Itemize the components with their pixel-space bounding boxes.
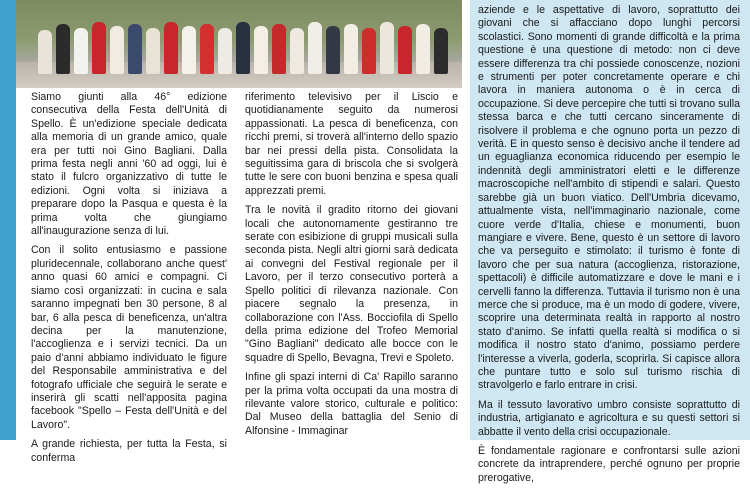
photo-person: [290, 28, 304, 74]
photo-person: [236, 22, 250, 74]
paragraph: Ma il tessuto lavorativo umbro consiste soprattutto di industria, artigianato e agricoltura e su questi settori si abbatte il vento della crisi occupazionale.: [478, 398, 740, 438]
photo-person: [218, 28, 232, 74]
photo-person: [128, 24, 142, 74]
sidebar-color-strip: [0, 0, 16, 440]
photo-person: [326, 26, 340, 74]
photo-person: [380, 22, 394, 74]
article-column-2: [245, 91, 458, 444]
article-column-1: [31, 91, 227, 471]
paragraph: aziende e le aspettative di lavoro, soprattutto dei giovani che si affacciano dopo lunghi percorsi scolastici. Sono momenti di grande difficoltà e la prima questione è una questione di metodo: non ci deve essere differenza tra chi possiede conoscenze, nozioni e strumenti per poter concretamente operare e chi lavora in maniera autonoma o è in cerca di occupazione. Si deve percepire che tutti si trovano sulla stessa barca e che tutti cercano sinceramente di risolvere il problema e che ognuno porta un pezzo di verità. E in questo senso è decisivo anche il tendere ad un eguaglianza economica riducendo per esempio le indennità degli amministratori eletti e le differenze macroscopiche nell'ambito di stipendi e salari. Questo sarebbe già un buon viatico. Dell'Umbria dicevamo, attualmente vista, nell'immaginario nazionale, come cuore verde d'Italia, chiese e monumenti, buon mangiare e vivere. Bene, questo è un settore di lavoro che va perseguito e stimolato: il turismo è fonte di lavoro che per sua natura (accoglienza, ristorazione, spettacoli) è difficile automatizzare e dove le mani e i cervelli fanno la differenza. Tuttavia il turismo non è una merce che si produce, ma è un modo di godere, vivere, scoprire una determinata realtà in rapporto al nostro stato d'animo. Se infatti quella realtà si modifica o si modifica il nostro stato d'animo, possiamo perdere l'interesse a viverla, goderla, scoprirla. Si capisce allora che puntare tutto e solo sul turismo rischia di stravolgerlo e farlo entrare in crisi.: [478, 4, 740, 392]
photo-person: [362, 28, 376, 74]
group-photo: [16, 0, 462, 88]
paragraph: A grande richiesta, per tutta la Festa, si conferma: [31, 438, 227, 464]
paragraph: riferimento televisivo per il Liscio e quotidianamente seguito da numerosi appassionati. La pesca di beneficenza, con ricchi premi, si troverà all'interno dello spazio bar nei pressi della pista. Consolidata la seguitissima gara di briscola che si svolgerà tutte le sere con buoni benzina e spesa quali apprezzati premi.: [245, 91, 458, 197]
photo-person: [110, 26, 124, 74]
photo-person: [164, 22, 178, 74]
photo-person: [416, 24, 430, 74]
photo-person: [254, 26, 268, 74]
photo-person: [56, 24, 70, 74]
photo-person: [182, 26, 196, 74]
paragraph: Con il solito entusiasmo e passione pluridecennale, collaborano anche quest' anno quasi 60 amici e compagni. Ci siamo così organizzati: in cucina e sala saranno impegnati ben 30 persone, 8 al bar, 6 alla pesca di beneficenza, un'altra decina per la manutenzione, l'accoglienza e i servizi tecnici. Da un paio d'anni abbiamo individuato le figure del Responsabile amministrativa e del fotografo ufficiale che seguirà le serate e inserirà gli scatti nell'apposita pagina facebook "Spello – Festa dell'Unità e del Lavoro".: [31, 244, 227, 431]
photo-person: [38, 30, 52, 74]
photo-person: [434, 28, 448, 74]
photo-person: [344, 24, 358, 74]
paragraph: È fondamentale ragionare e confrontarsi sulle azioni concrete da intraprendere, perché ognuno per proprie prerogative,: [478, 445, 740, 484]
article-column-3: [478, 4, 740, 491]
paragraph: Tra le novità il gradito ritorno dei giovani locali che autonomamente gestiranno tre serate con esibizione di gruppi musicali sulla seconda pista. Negli altri giorni sarà dedicata ai convegni del Festival regionale per il Lavoro, per il terzo consecutivo porterà a Spello politici di rilevanza nazionale. Con piacere segnalo la presenza, in collaborazione con l'Ass. Bocciofila di Spello della prima edizione del Trofeo Memorial "Gino Bagliani" dedicato alle bocce con le squadre di Spello, Bevagna, Trevi e Spoleto.: [245, 204, 458, 364]
photo-person: [74, 28, 88, 74]
photo-person: [92, 22, 106, 74]
photo-person: [146, 28, 160, 74]
photo-person: [398, 26, 412, 74]
photo-person: [200, 24, 214, 74]
photo-person: [308, 22, 322, 74]
paragraph: Siamo giunti alla 46° edizione consecutiva della Festa dell'Unità di Spello. È un'edizione speciale dedicata alla memoria di un grande amico, quale era per tutti noi Gino Bagliani. Dalla prima festa negli anni '60 ad oggi, lui è stato il fulcro organizzativo di tutte le edizioni. Ogni volta si iniziava a preparare dopo la Pasqua e questa è la prima volta che giungiamo all'inaugurazione senza di lui.: [31, 91, 227, 238]
photo-person: [272, 24, 286, 74]
paragraph: Infine gli spazi interni di Ca' Rapillo saranno per la prima volta occupati da una mostra di rilevante valore storico, culturale e politico: Dal Museo della battaglia del Senio di Alfonsine - Immaginar: [245, 371, 458, 437]
